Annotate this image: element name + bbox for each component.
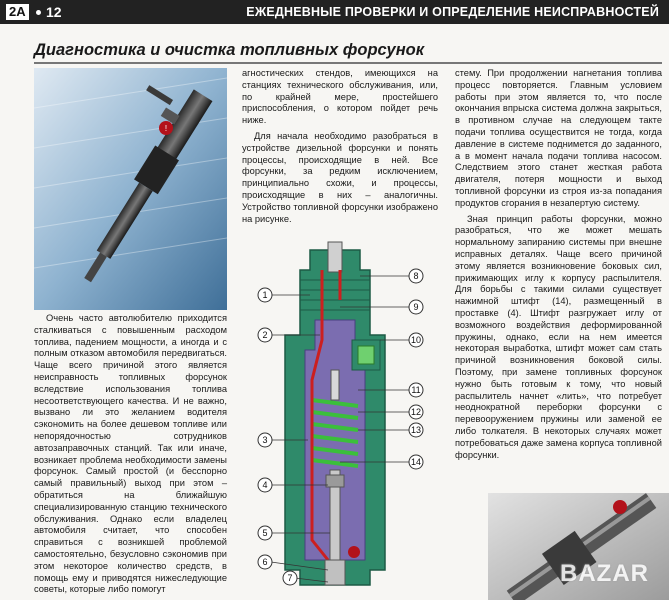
col2-paragraph-1: агностических стендов, имеющихся на станциях технического обслуживания, или, по крайней мере, простейшего приспособления, о котором пойдет речь ниже. (242, 68, 438, 126)
column-3 (455, 68, 662, 461)
bullet-dot (36, 10, 41, 15)
svg-text:9: 9 (413, 302, 419, 312)
running-title: ЕЖЕДНЕВНЫЕ ПРОВЕРКИ И ОПРЕДЕЛЕНИЕ НЕИСПРАВНОСТЕЙ (246, 5, 659, 19)
svg-text:6: 6 (262, 557, 268, 567)
column-2 (242, 68, 438, 225)
watermark: BAZAR (560, 560, 649, 587)
col3-paragraph-1: стему. При продолжении нагнетания топлива процесс повторяется. Главным условием работы при этом является то, что после окончания впрыска система должна закрыться, в противном случае на следующем такте подачи топлива осуществится не тогда, когда давление в системе поднимется до заданного, а в момент начала подачи топлива насосом. Следствием этого станет жесткая работа двигателя, потеря мощности и выход топливной форсунки из строя из-за попадания продуктов сгорания в незапертую систему. (455, 68, 662, 208)
svg-text:3: 3 (262, 435, 268, 445)
svg-text:13: 13 (410, 425, 422, 435)
section-badge: 2А (6, 4, 29, 20)
svg-text:8: 8 (413, 271, 419, 281)
warning-badge-icon (613, 500, 627, 514)
svg-text:11: 11 (411, 385, 421, 395)
col2-paragraph-2: Для начала необходимо разобраться в устройстве дизельной форсунки и понять процессы, происходящие в ней. Все форсунки, за редким исключением, принципиально схожи, и процессы, происходящие в них – аналогичны. Устройство топливной форсунки изображено на рисунке. (242, 130, 438, 224)
svg-text:2: 2 (262, 330, 268, 340)
svg-text:!: ! (164, 124, 168, 133)
svg-text:4: 4 (262, 480, 268, 490)
col1-paragraph: Очень часто автолюбителю приходится сталкиваться с повышенным расходом топлива, падением мощности, а иногда и с полным отказом автомобиля передвигаться. Чаще всего причиной этого является неисправность топливных форсунок вследствие использования топлива несоответствующего качества. И не важно, вызвано ли это желанием водителя сэкономить на более дешевом топливе или непорядочностью сотрудников автозаправочных станций. Так или иначе, возникает проблема необходимости замены форсунок. Самый простой (и бесспорно самый правильный) выход при этом – обратиться на ближайшую специализированную станцию технического обслуживания. Однако если владелец автомобиля считает, что способен справиться с возникшей проблемой самостоятельно, безусловно сэкономив при этом некоторое количество средств, в помощь ему и приводятся нижеследующие советы, которые либо помогут (34, 313, 227, 595)
svg-text:12: 12 (410, 407, 422, 417)
col3-paragraph-2: Зная принцип работы форсунки, можно разобраться, что же может мешать нормальному запиранию системы при внешне исправных деталях. Чаще всего причиной этому является возникновение боковых сил, прижимающих иглу к корпусу распылителя. Для борьбы с такими силами существует нажимной штифт (14), размещенный в проставке (4). Штифт разгружает иглу от возможного воздействия деформированной пружины, однако, если на нем имеется некоторая выработка, штифт может сам стать причиной возникновения боковой силы. Поэтому, при замене топливных форсунок нужно быть готовым к тому, что новый распылитель начнет «лить», что потребует неоднократной переборки форсунки с перевооружением пружины или заменой ее либо толкателя. В некоторых случаях может потребоваться даже замена корпуса топливной форсунки. (455, 213, 662, 460)
column-1 (34, 313, 227, 596)
page-header (0, 0, 669, 24)
svg-text:14: 14 (410, 457, 422, 467)
svg-text:5: 5 (262, 528, 268, 538)
title-divider (34, 62, 662, 64)
svg-text:1: 1 (262, 290, 268, 300)
injector-photo (34, 68, 227, 310)
warning-badge-icon (348, 546, 360, 558)
svg-text:10: 10 (410, 335, 422, 345)
article-title: Диагностика и очистка топливных форсунок (34, 41, 425, 59)
page-number: 12 (46, 4, 62, 20)
svg-text:7: 7 (287, 573, 293, 583)
injector-cutaway-diagram (240, 240, 444, 595)
